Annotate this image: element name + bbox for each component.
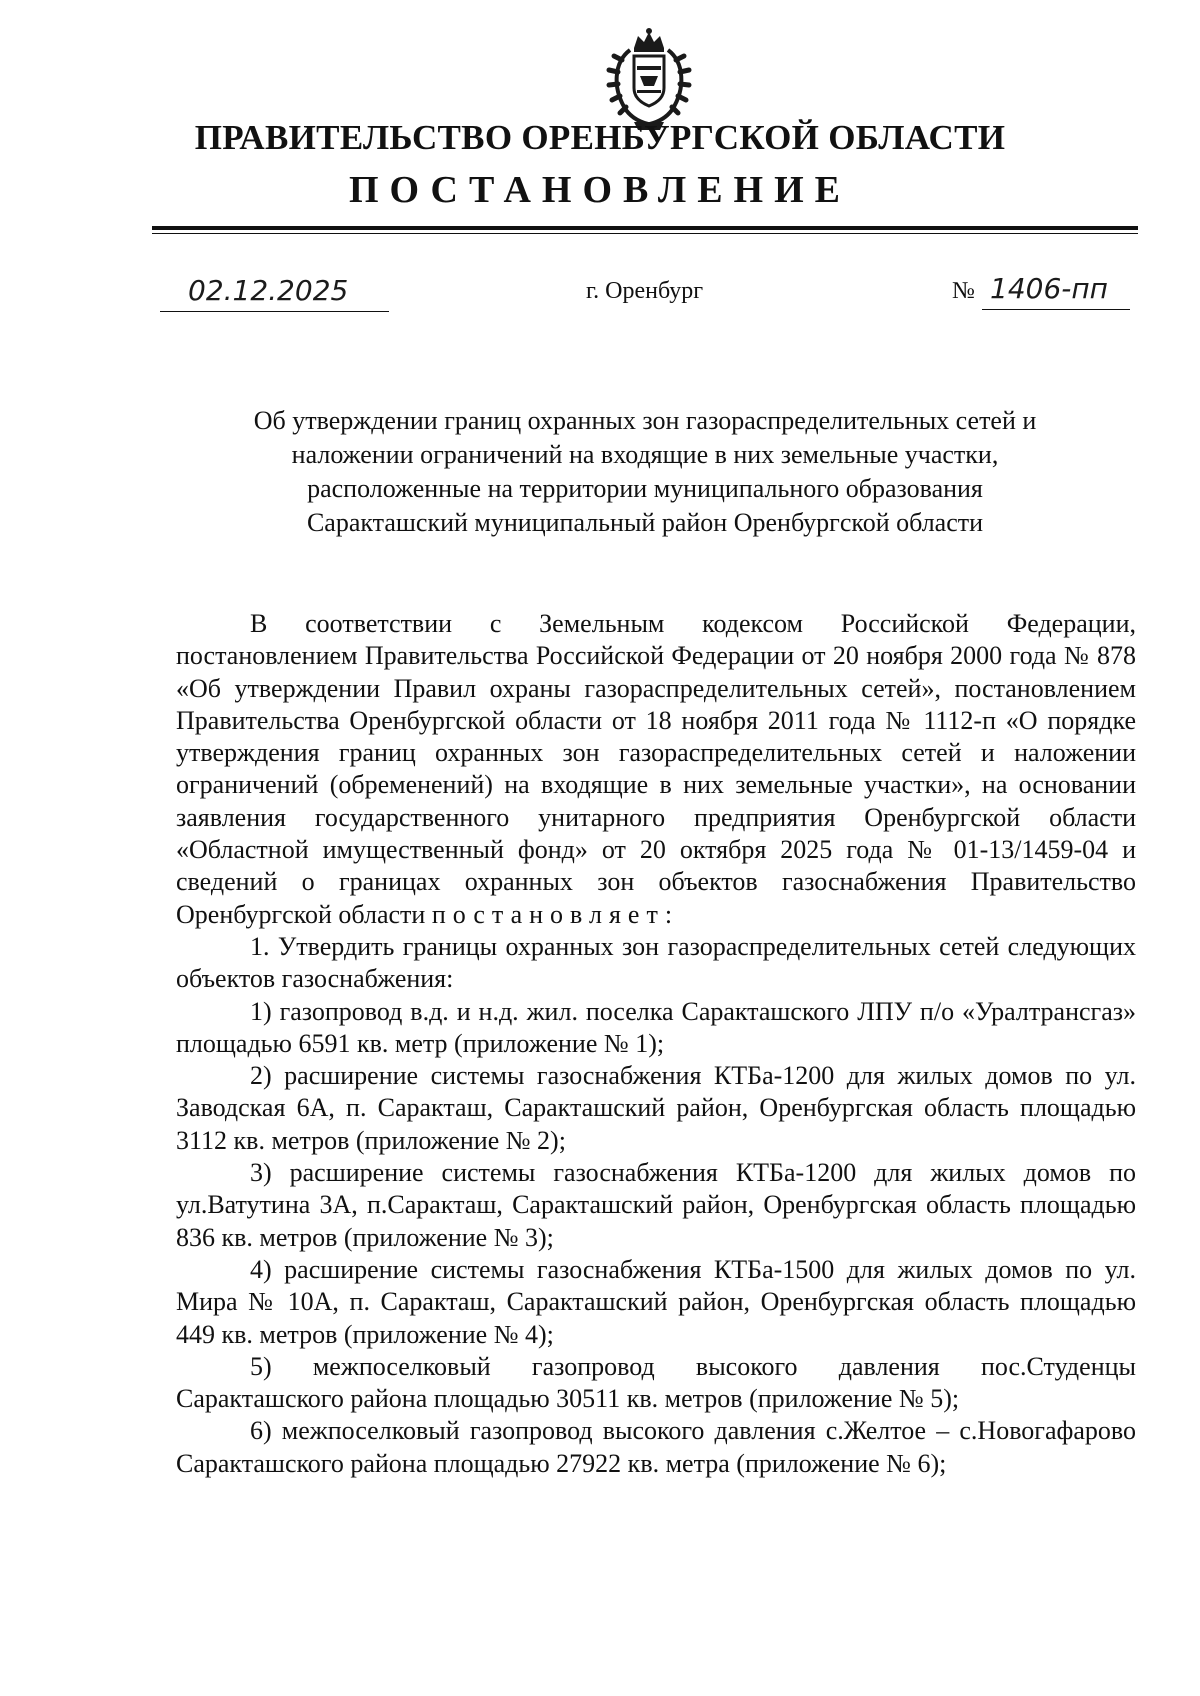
subject-line: Саракташский муниципальный район Оренбургской области xyxy=(306,508,984,537)
document-subject xyxy=(152,404,1138,540)
document-number-label: № xyxy=(952,278,975,304)
list-item-3: 3) расширение системы газоснабжения КТБа-1200 для жилых домов по ул.Ватутина 3А, п.Саракташ, Саракташский район, Оренбургская область площадью 836 кв. метров (приложение № 3); xyxy=(176,1158,1136,1252)
date-underline xyxy=(160,311,389,312)
subject-line: расположенные на территории муниципального образования xyxy=(307,474,983,503)
list-item-1: 1) газопровод в.д. и н.д. жил. поселка Саракташского ЛПУ п/о «Уралтрансгаз» площадью 6591 кв. метр (приложение № 1); xyxy=(176,996,1136,1058)
document-number: 1406-пп xyxy=(990,272,1108,305)
subject-line: Об утверждении границ охранных зон газораспределительных сетей и xyxy=(253,406,1037,435)
number-underline xyxy=(982,309,1130,310)
government-title: ПРАВИТЕЛЬСТВО ОРЕНБУРГСКОЙ ОБЛАСТИ xyxy=(194,118,1006,157)
document-date: 02.12.2025 xyxy=(188,274,349,307)
preamble-text: В соответствии с Земельным кодексом Российской Федерации, постановлением Правительства Российской Федерации от 20 ноября 2000 года № 878 «Об утверждении Правил охраны газораспределительных сетей», постановлением Правительства Оренбургской области от 18 ноября 2011 года № 1112-п «О порядке утверждения границ охранных зон газораспределительных сетей и наложении ограничений (обременений) на входящие в них земельные участки», на основании заявления государственного унитарного предприятия Оренбургской области «Областной имущественный фонд» от 20 октября 2025 года № 01-13/1459-04 и сведений о границах охранных зон объектов газоснабжения Правительство Оренбургской области xyxy=(176,609,1136,929)
list-item-5: 5) межпоселковый газопровод высокого давления пос.Студенцы Саракташского района площадью 30511 кв. метров (приложение № 5); xyxy=(176,1351,1136,1414)
list-item-6: 6) межпоселковый газопровод высокого давления с.Желтое – с.Новогафарово Саракташского района площадью 27922 кв. метра (приложение № 6); xyxy=(176,1416,1136,1478)
document-type-heading: ПОСТАНОВЛЕНИЕ xyxy=(348,169,852,211)
clause-1: 1. Утвердить границы охранных зон газораспределительных сетей следующих объектов газоснабжения: xyxy=(176,931,1136,994)
decree-word: постановляет: xyxy=(431,899,680,929)
document-body xyxy=(176,608,1136,1480)
subject-line: наложении ограничений на входящие в них земельные участки, xyxy=(291,440,999,469)
preamble-paragraph xyxy=(176,608,1136,931)
header-divider-thin xyxy=(152,233,1138,234)
list-item-4: 4) расширение системы газоснабжения КТБа-1500 для жилых домов по ул. Мира № 10А, п. Саракташ, Саракташский район, Оренбургская область площадью 449 кв. метров (приложение № 4); xyxy=(176,1254,1136,1349)
header-divider-thick xyxy=(152,226,1138,230)
document-city: г. Оренбург xyxy=(586,278,704,304)
list-item-2: 2) расширение системы газоснабжения КТБа-1200 для жилых домов по ул. Заводская 6А, п. Саракташ, Саракташский район, Оренбургская область площадью 3112 кв. метров (приложение № 2); xyxy=(176,1061,1136,1155)
